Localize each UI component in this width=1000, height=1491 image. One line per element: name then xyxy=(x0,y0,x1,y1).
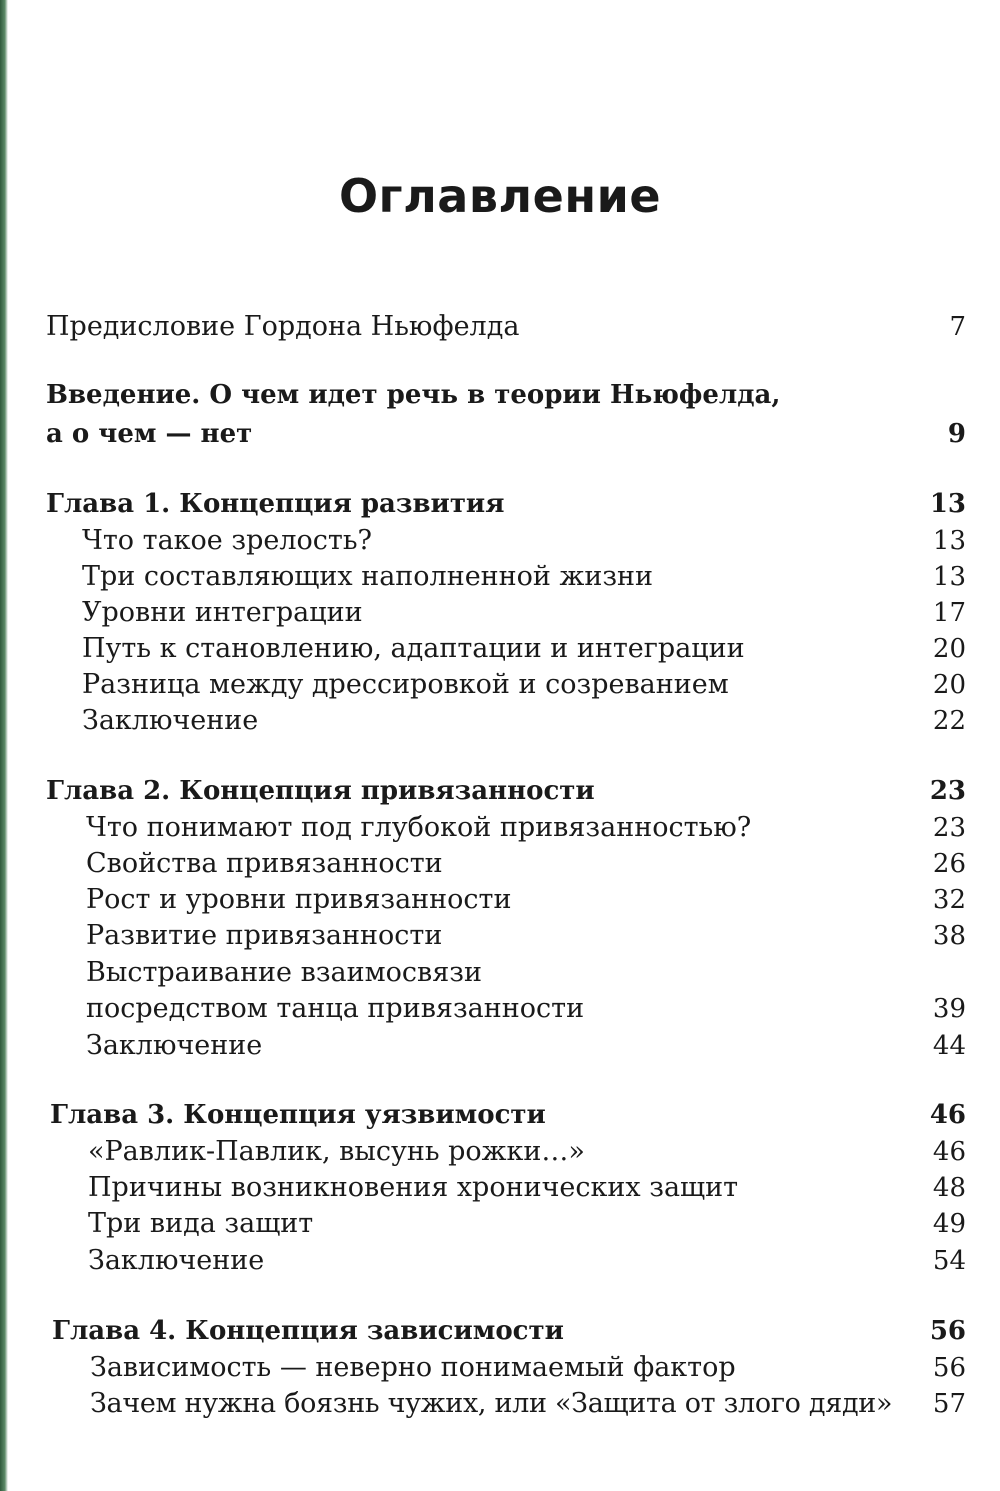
toc-section-page: 57 xyxy=(932,1389,966,1419)
toc-section-label: Выстраивание взаимосвязи xyxy=(86,957,482,988)
toc-chapter-1[interactable] xyxy=(0,486,1000,522)
toc-section-page: 32 xyxy=(932,885,966,915)
toc-section[interactable] xyxy=(0,1134,1000,1170)
toc-chapter-label: Глава 3. Концепция уязвимости xyxy=(50,1100,546,1130)
toc-section-page: 20 xyxy=(932,670,966,700)
toc-chapter-3[interactable] xyxy=(0,1097,1000,1133)
toc-section-page: 22 xyxy=(932,706,966,736)
toc-section[interactable] xyxy=(0,846,1000,882)
toc-section-label: Зависимость — неверно понимаемый фактор xyxy=(90,1352,736,1383)
toc-section[interactable] xyxy=(0,1170,1000,1206)
toc-section-label: «Равлик-Павлик, высунь рожки…» xyxy=(88,1136,585,1167)
toc-section[interactable] xyxy=(0,523,1000,559)
toc-chapter-4[interactable] xyxy=(0,1313,1000,1349)
toc-entry-introduction[interactable] xyxy=(0,377,1000,413)
toc-chapter-2[interactable] xyxy=(0,773,1000,809)
toc-section-page: 44 xyxy=(932,1031,966,1061)
toc-section-page: 38 xyxy=(932,921,966,951)
toc-section-label: Три вида защит xyxy=(88,1208,314,1239)
toc-section[interactable] xyxy=(0,918,1000,954)
toc-section-label: Заключение xyxy=(82,705,259,736)
toc-section-page: 54 xyxy=(932,1246,966,1276)
toc-chapter-label: Глава 2. Концепция привязанности xyxy=(46,776,595,806)
toc-entry-page: 9 xyxy=(947,419,966,449)
toc-section-page: 48 xyxy=(932,1173,966,1203)
toc-section-page: 20 xyxy=(932,634,966,664)
toc-section-label: Что такое зрелость? xyxy=(82,525,372,556)
toc-chapter-page: 23 xyxy=(929,776,966,806)
toc-section[interactable] xyxy=(0,955,1000,991)
toc-section[interactable] xyxy=(0,810,1000,846)
toc-chapter-page: 46 xyxy=(929,1100,966,1130)
toc-entry-introduction-cont[interactable] xyxy=(0,416,1000,452)
toc-section-label: Свойства привязанности xyxy=(86,848,443,879)
toc-section-page: 46 xyxy=(932,1137,966,1167)
toc-section-page: 56 xyxy=(932,1353,966,1383)
toc-section-label: Развитие привязанности xyxy=(86,920,443,951)
toc-entry-label: Предисловие Гордона Ньюфелда xyxy=(46,311,520,342)
toc-section-label: Путь к становлению, адаптации и интеграции xyxy=(82,633,745,664)
toc-section-page: 49 xyxy=(932,1209,966,1239)
toc-entry-label: Введение. О чем идет речь в теории Ньюфелда, xyxy=(46,380,781,410)
toc-chapter-page: 13 xyxy=(929,489,966,519)
toc-section[interactable] xyxy=(0,882,1000,918)
toc-section[interactable] xyxy=(0,1206,1000,1242)
toc-section-page: 13 xyxy=(932,526,966,556)
toc-chapter-label: Глава 4. Концепция зависимости xyxy=(52,1316,564,1346)
toc-section-label: посредством танца привязанности xyxy=(86,993,585,1024)
toc-section[interactable] xyxy=(0,559,1000,595)
toc-section[interactable] xyxy=(0,631,1000,667)
toc-chapter-page: 56 xyxy=(929,1316,966,1346)
toc-section-label: Рост и уровни привязанности xyxy=(86,884,512,915)
toc-entry-page: 7 xyxy=(949,312,966,342)
toc-entry-label: а о чем — нет xyxy=(46,419,253,449)
toc-section[interactable] xyxy=(0,1028,1000,1064)
toc-section-label: Что понимают под глубокой привязанностью? xyxy=(86,812,752,843)
page-title: Оглавление xyxy=(338,168,662,223)
toc-section-page: 26 xyxy=(932,849,966,879)
toc-section-page: 39 xyxy=(932,994,966,1024)
toc-section-label: Разница между дрессировкой и созреванием xyxy=(82,669,729,700)
toc-section[interactable] xyxy=(0,1243,1000,1279)
toc-section-page: 17 xyxy=(932,598,966,628)
toc-section-label: Причины возникновения хронических защит xyxy=(88,1172,739,1203)
toc-section-label: Зачем нужна боязнь чужих, или «Защита от злого дяди» xyxy=(90,1388,893,1419)
toc-section[interactable] xyxy=(0,1350,1000,1386)
toc-section[interactable] xyxy=(0,703,1000,739)
toc-section-label: Заключение xyxy=(86,1030,263,1061)
toc-chapter-label: Глава 1. Концепция развития xyxy=(46,489,505,519)
toc-section-page: 13 xyxy=(932,562,966,592)
toc-section-label: Уровни интеграции xyxy=(82,597,363,628)
toc-section[interactable] xyxy=(0,667,1000,703)
toc-section[interactable] xyxy=(0,595,1000,631)
toc-section-label: Три составляющих наполненной жизни xyxy=(82,561,654,592)
toc-section-page: 23 xyxy=(932,813,966,843)
toc-section-cont[interactable] xyxy=(0,991,1000,1027)
toc-section-label: Заключение xyxy=(88,1245,265,1276)
toc-entry-preface[interactable] xyxy=(0,309,1000,345)
toc-section[interactable] xyxy=(0,1386,1000,1422)
